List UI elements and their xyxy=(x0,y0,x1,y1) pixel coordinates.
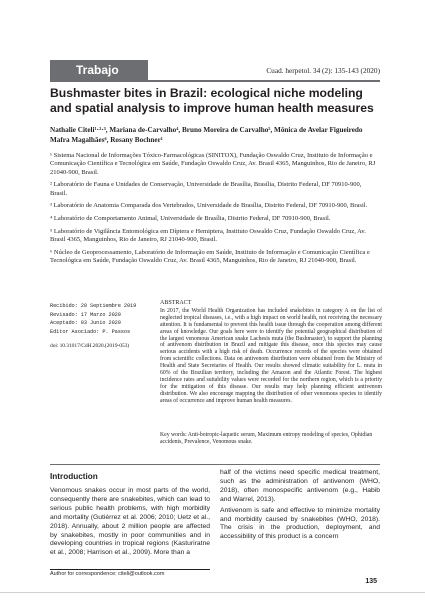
author-list: Nathalie Citeli¹·²·³, Mariana de-Carvalho⁴, Bruno Moreira de Carvalho⁵, Mônica de Avelar Figueiredo Mafra Magalhães⁶, Rosany Bochner¹ xyxy=(50,126,363,144)
affiliation-item: ⁵ Laboratório de Vigilância Entomológica em Díptera e Hemiptera, Instituto Oswaldo Cruz, Fundação Oswaldo Cruz, Av. Brasil 4365, Manguinhos, Rio de Janeiro, RJ 21040-900, Brasil. xyxy=(50,227,366,243)
associate-editor: Editor Asociado: P. Passos xyxy=(50,328,131,335)
affiliation-item: ¹ Sistema Nacional de Informações Tóxico-Farmacológicas (SINITOX), Fundação Oswaldo Cruz, Instituto de Informação e Comunicação Científica e Tecnológica em Saúde, Fundação Oswaldo Cruz, Av. Brasil 4365, Manguinhos, Rio de Janeiro, RJ 21040-900, Brasil. xyxy=(50,152,376,176)
abstract-heading: ABSTRACT xyxy=(160,300,192,306)
affiliation-item: ² Laboratório de Fauna e Unidades de Conservação, Universidade de Brasília, Brasília, Distrito Federal, DF 70910-900, Brasil. xyxy=(50,181,362,197)
affiliation-item: ⁶ Núcleo de Geoprocessamento, Laboratório de Informação em Saúde, Instituto de Informação e Comunicação Científica e Tecnológica em Saúde, Fundação Oswaldo Cruz, Av. Brasil 4365, Manguinhos, Rio de Janeiro, RJ 21040-900, Brasil. xyxy=(50,248,370,264)
correspondence-note: Author for correspondence: citeli@outlook.com xyxy=(50,569,210,577)
affiliation-item: ⁴ Laboratório de Comportamento Animal, Universidade de Brasília, Distrito Federal, DF 70910-900, Brasil. xyxy=(50,215,331,222)
journal-reference: Cuad. herpetol. 34 (2): 135-143 (2020) xyxy=(266,66,380,75)
header-rule xyxy=(50,80,380,82)
received-date: Recibido: 20 Septiembre 2019 xyxy=(50,303,137,309)
section-tag: Trabajo xyxy=(50,60,148,80)
abstract-text: In 2017, the World Health Organization has included snakebites in category A on the list of neglected tropical diseases, i.e., with a high impact on world health, not receiving the necessary attention. It is fundamental to prevent this health issue through the cooperation among different areas of knowledge. Our goals here were to identify the potential geographical distribution of the largest venomous American snake Lachesis muta (the Bushmaster), to support the planning of antivenom distribution in Brazil and mitigate this disease, once this species may cause serious accidents with a high risk of death. Occurrence records of the species were obtained from scientific collections. Data on antivenom distribution were obtained from the Ministry of Health and State Secretaries of Health. Our results showed climatic suitability for L. muta in 60% of the Brazilian territory, including the Amazon and the Atlantic Forest. The highest incidence rates and suitability values were recorded for the northern region, which is a priority for the mitigation of this disease. Our results may help planning efficient antivenom distribution. We also encourage mapping the distribution of other venomous species to identify areas of occurrence and improve human health measures. xyxy=(160,307,382,404)
section-divider xyxy=(50,464,380,465)
page-number: 135 xyxy=(365,578,377,585)
keywords-text: Anti-botropic-laquetic serum, Maximum entropy modeling of species, Ophidian accidents, Prevalence, Venomous snake. xyxy=(160,432,373,445)
intro-paragraph: Venomous snakes occur in most parts of the world, consequently there are snakebites, which can lead to serious public health problems, with high morbidity and mortality (Gutiérrez et al. 2006; 2010; Uetz et al., 2018). Annually, about 2 million people are affected by snakebites, mostly in poor communities and in developing countries in tropical regions (Kasturiratne et al., 2008; Harrison et al., 2009). More than a xyxy=(50,487,210,557)
article-title: Bushmaster bites in Brazil: ecological niche modeling and spatial analysis to improve human health measures xyxy=(50,86,374,115)
page-edge xyxy=(0,592,425,593)
keywords-label: Key words: xyxy=(160,432,187,438)
accepted-date: Aceptado: 03 Junio 2020 xyxy=(50,320,121,327)
intro-paragraph: Antivenom is safe and effective to minimize mortality and morbidity caused by snakebites (WHO, 2018). The crisis in the production, deployment, and accessibility of this product is a concern xyxy=(220,506,380,541)
body-column-left xyxy=(50,487,210,558)
affiliations xyxy=(50,152,380,270)
revised-date: Revisado: 17 Marzo 2020 xyxy=(50,311,121,318)
article-history xyxy=(50,302,155,351)
keywords xyxy=(160,432,382,446)
body-column-right xyxy=(220,469,380,542)
intro-paragraph: half of the victims need specific medical treatment, such as the administration of antivenom (WHO, 2018), often monospecific antivenom (e.g., Habib and Warrel, 2013). xyxy=(220,469,380,503)
intro-heading: Introduction xyxy=(50,472,98,481)
doi-link[interactable]: doi: 10.31017/CdH.2020.(2019-053) xyxy=(50,343,130,350)
abstract xyxy=(160,300,382,405)
affiliation-item: ³ Laboratório de Anatomia Comparada dos Vertebrados, Universidade de Brasília, Distrito Federal, DF 70910-900, Brasil. xyxy=(50,202,368,210)
